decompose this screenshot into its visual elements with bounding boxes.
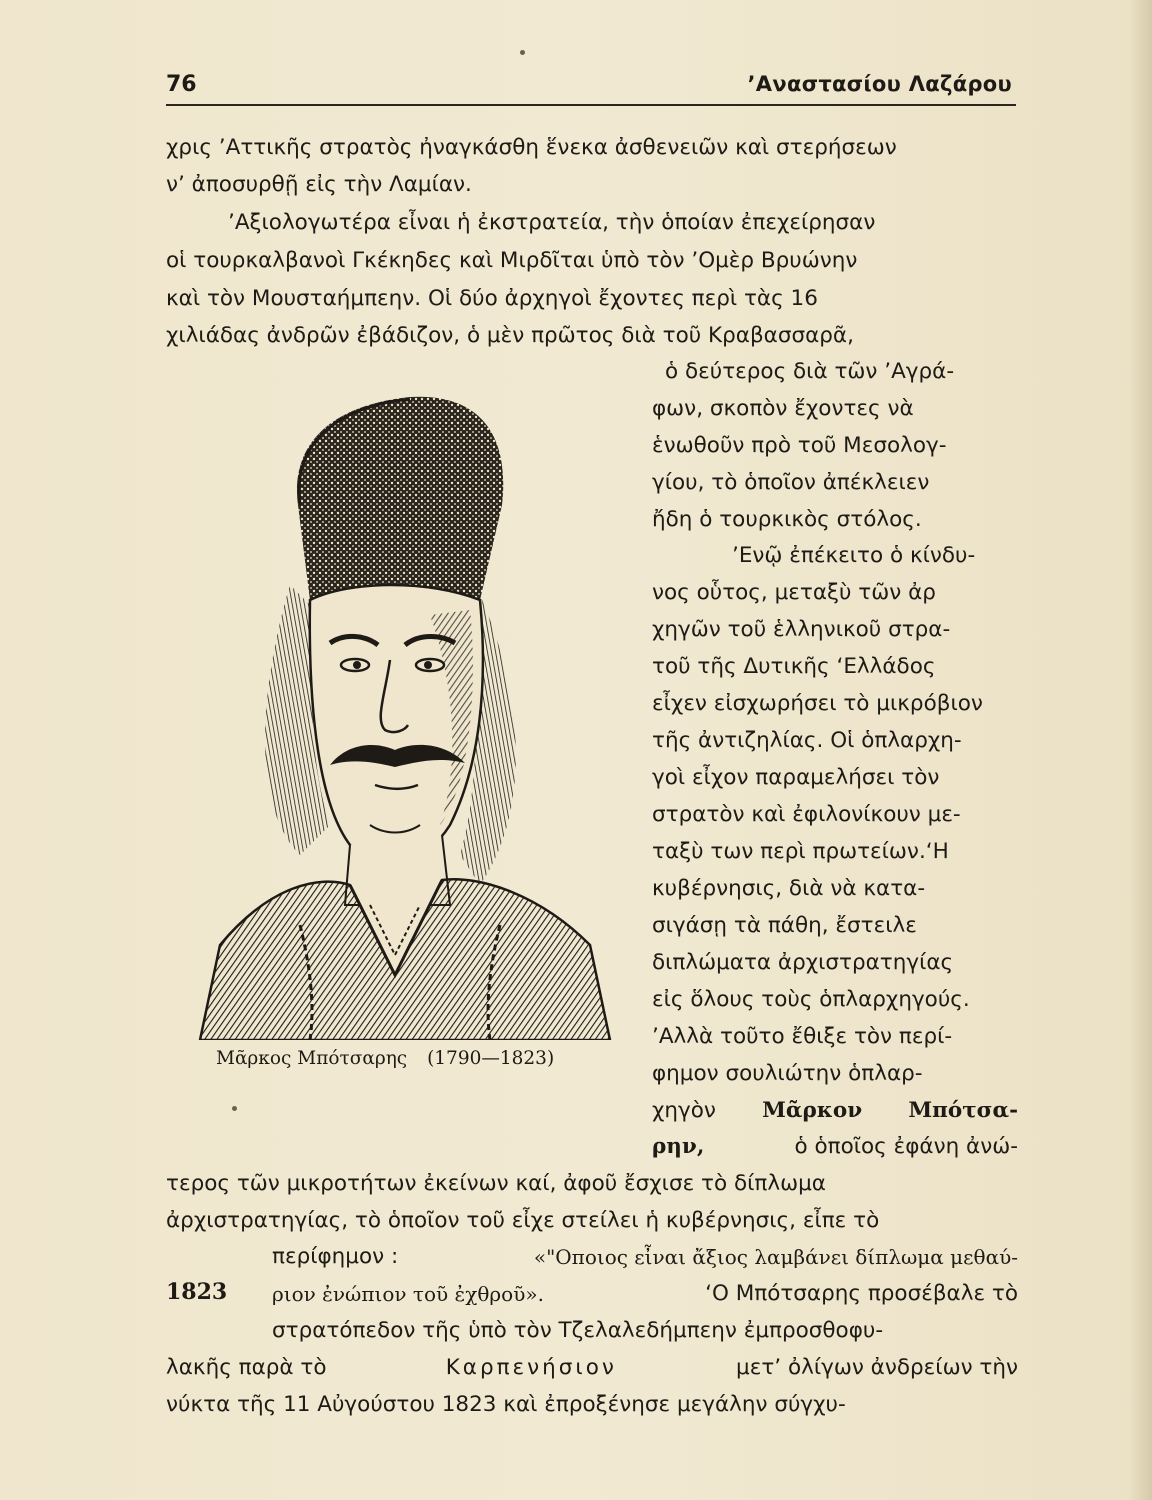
text-line: περίφημον : «"Οποιος εἶναι ἄξιος λαμβάνει δίπλωμα μεθαύ- (272, 1242, 1018, 1272)
portrait-engraving (180, 385, 630, 1040)
text-line: ριον ἐνώπιον τοῦ ἐχθροῦ». ‘Ο Μπότσαρης προσέβαλε τὸ (272, 1279, 1018, 1309)
text-line: οἱ τουρκαλβανοὶ Γκέκηδες καὶ Μιρδῖται ὑπὸ τὸν ’Ομὲρ Βρυώνην (166, 248, 858, 273)
text-line: σιγάσῃ τὰ πάθη, ἔστειλε (652, 913, 917, 938)
text-line: ἤδη ὁ τουρκικὸς στόλος. (652, 507, 922, 532)
bold-name: Μπότσα- (908, 1098, 1018, 1123)
text-line: φων, σκοπὸν ἔχοντες νὰ (652, 396, 914, 421)
page-edge-shadow (1128, 0, 1152, 1500)
text-line: νύκτα τῆς 11 Αὐγούστου 1823 καὶ ἐπροξένησε μεγάλην σύγχυ- (166, 1392, 846, 1417)
text-line: τερος τῶν μικροτήτων ἐκείνων καί, ἀφοῦ ἔσχισε τὸ δίπλωμα (166, 1171, 826, 1196)
text-line: ’Ενῷ ἐπέκειτο ὁ κίνδυ- (732, 543, 976, 568)
spaced-place-name: Καρπενήσιον (445, 1355, 617, 1380)
text-line: τῆς ἀντιζηλίας. Οἱ ὁπλαρχη- (652, 728, 962, 753)
text-line: στρατόπεδον τῆς ὑπὸ τὸν Τζελαλεδήμπεην ἐμπροσθοφυ- (272, 1318, 884, 1343)
text-line: ν’ ἀποσυρθῇ εἰς τὴν Λαμίαν. (166, 172, 472, 197)
text-line: γοὶ εἶχον παραμελήσει τὸν (652, 765, 940, 790)
text-line: λακῆς παρὰ τὸ Καρπενήσιον μετ’ ὀλίγων ἀνδρείων τὴν (166, 1353, 1018, 1383)
margin-year-note: 1823 (166, 1279, 228, 1305)
caption-name: Μᾶρκος Μπότσαρης (216, 1048, 408, 1069)
running-head: ’Αναστασίου Λαζάρου (747, 72, 1012, 96)
text-line: γίου, τὸ ὁποῖον ἀπέκλειεν (652, 470, 930, 495)
text-line: στρατὸν καὶ ἐφιλονίκουν με- (652, 802, 961, 827)
text-line: τοῦ τῆς Δυτικῆς ‘Ελλάδος (652, 654, 936, 679)
text-line: ἑνωθοῦν πρὸ τοῦ Μεσολογ- (652, 433, 947, 458)
text-line: διπλώματα ἀρχιστρατηγίας (652, 950, 954, 975)
page-number: 76 (166, 72, 197, 97)
text-line: χηγὸν Μᾶρκον Μπότσα- (652, 1096, 1018, 1126)
text-line: χρις ’Αττικῆς στρατὸς ἠναγκάσθη ἕνεκα ἀσθενειῶν καὶ στερήσεων (166, 135, 897, 160)
text-line: χηγῶν τοῦ ἑλληνικοῦ στρα- (652, 617, 951, 642)
page-header (166, 68, 1016, 106)
text-line: ἀρχιστρατηγίας, τὸ ὁποῖον τοῦ εἶχε στείλει ἡ κυβέρνησις, εἶπε τὸ (166, 1208, 880, 1233)
speck (232, 1106, 237, 1111)
caption-dates: (1790—1823) (427, 1048, 555, 1069)
text-line: ’Αξιολογωτέρα εἶναι ἡ ἐκστρατεία, τὴν ὁποίαν ἐπεχείρησαν (228, 210, 876, 235)
text-line: εἰς ὅλους τοὺς ὁπλαρχηγούς. (652, 987, 970, 1012)
text-line: εἶχεν εἰσχωρήσει τὸ μικρόβιον (652, 691, 983, 716)
text-line: χιλιάδας ἀνδρῶν ἐβάδιζον, ὁ μὲν πρῶτος διὰ τοῦ Κραβασσαρᾶ, (166, 323, 854, 348)
text-line: φημον σουλιώτην ὁπλαρ- (652, 1061, 923, 1086)
bold-name: ρην, (652, 1134, 705, 1159)
text-line: ’Αλλὰ τοῦτο ἔθιξε τὸν περί- (652, 1024, 953, 1049)
text-line: νος οὗτος, μεταξὺ τῶν ἀρ (652, 580, 936, 605)
text-line: ταξὺ των περὶ πρωτείων.‘Η (652, 839, 949, 864)
text-line: ὁ δεύτερος διὰ τῶν ’Αγρά- (665, 359, 955, 384)
bold-name: Μᾶρκον (762, 1098, 863, 1123)
text-line: κυβέρνησις, διὰ νὰ κατα- (652, 876, 926, 901)
portrait-caption (216, 1048, 554, 1069)
text-line: καὶ τὸν Μουσταήμπεην. Οἱ δύο ἀρχηγοὶ ἔχοντες περὶ τὰς 16 (166, 286, 818, 311)
speck (520, 50, 525, 55)
text-line: ρην, ὁ ὁποῖος ἐφάνη ἀνώ- (652, 1132, 1018, 1162)
quotation: «"Οποιος εἶναι ἄξιος λαμβάνει δίπλωμα μεθαύ- (533, 1245, 1018, 1269)
quotation: ριον ἐνώπιον τοῦ ἐχθροῦ». (272, 1282, 544, 1306)
